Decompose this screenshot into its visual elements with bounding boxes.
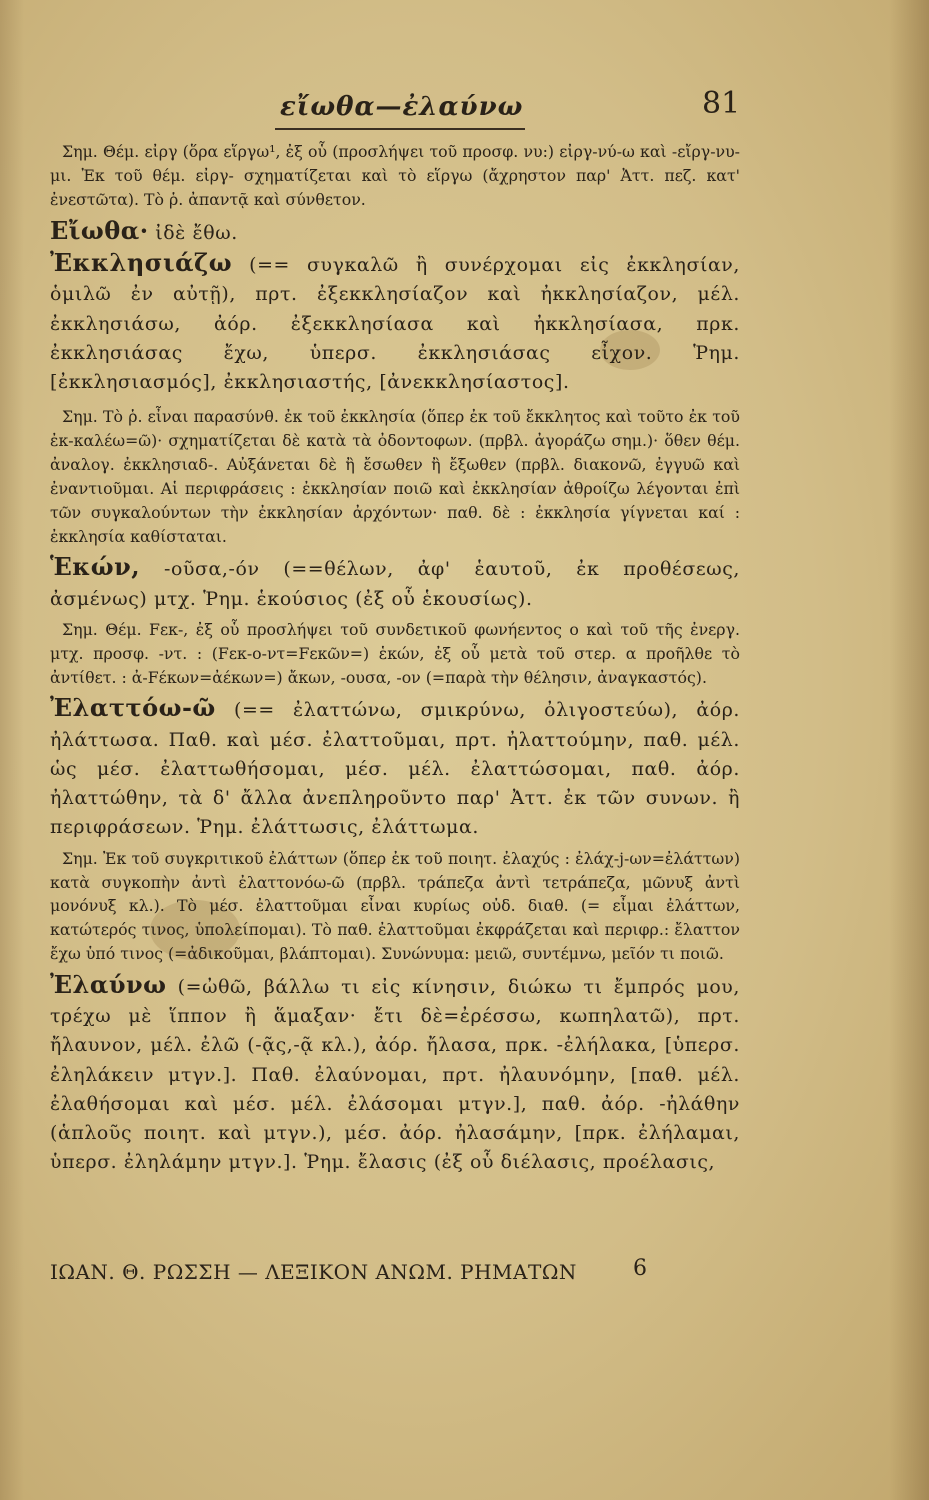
entry-lemma: Ἐλαύνω bbox=[50, 969, 167, 999]
dictionary-entry bbox=[50, 248, 740, 397]
note-text: Σημ. Τὸ ῥ. εἶναι παρασύνθ. ἐκ τοῦ ἐκκλησία (ὅπερ ἐκ τοῦ ἔκκλητος καὶ τοῦτο ἐκ τοῦ ἐκ-καλέω=ῶ)· σχηματίζεται δὲ κατὰ τὰ ὀδοντοφων. (πρβλ. ἀγοράζω σημ.)· ὅθεν θέμ. ἀναλογ. ἐκκλησιαδ-. Αὐξάνεται δὲ ἢ ἔσωθεν ἢ ἔξωθεν (πρβλ. διακονῶ, ἐγγυῶ καὶ ἐναντιοῦμαι. Αἱ περιφράσεις : ἐκκλησίαν ποιῶ καὶ ἐκκλησίαν ἀθροίζω λέγονται ἐπὶ τῶν συγκαλούντων τὴν ἐκκλησίαν ἀρχόντων· παθ. δὲ : ἐκκλησία γίγνεται καί : ἐκκλησία καθίσταται. bbox=[50, 407, 740, 546]
dictionary-entry bbox=[50, 693, 740, 842]
note-text: Σημ. Ἐκ τοῦ συγκριτικοῦ ἐλάττων (ὅπερ ἐκ τοῦ ποιητ. ἐλαχύς : ἐλάχ-j-ων=ἐλάττων) κατὰ συγκοπὴν ἀντὶ ἐλαττονόω-ῶ (πρβλ. τράπεζα ἀντὶ τετράπεζα, μῶνυξ ἀντὶ μονόνυξ κλ.). Τὸ μέσ. ἐλαττοῦμαι εἶναι κυρίως οὐδ. διαθ. (= εἶμαι ἐλάττων, κατώτερός τινος, ὑπολείπομαι). Τὸ παθ. ἐλαττοῦμαι ἐκφράζεται καὶ περιφρ.: ἔλαττον ἔχω ὑπό τινος (=ἀδικοῦμαι, βλάπτομαι). Συνώνυμα: μειῶ, συντέμνω, μεῖόν τι ποιῶ. bbox=[50, 848, 740, 964]
running-head-title: εἴωθα—ἐλαύνω bbox=[280, 92, 524, 122]
entry-text: (=ὠθῶ, βάλλω τι εἰς κίνησιν, διώκω τι ἔμπρός μου, τρέχω μὲ ἵππον ἢ ἅμαξαν· ἔτι δὲ=ἐρέσσω, κωπηλατῶ), πρτ. ἤλαυνον, μέλ. ἐλῶ (-ᾷς,-ᾷ κλ.), ἀόρ. ἤλασα, πρκ. -ἐλήλακα, [ὑπερσ. ἐληλάκειν μτγν.]. Παθ. ἐλαύνομαι, πρτ. ἠλαυνόμην, [παθ. μέλ. ἐλαθήσομαι καὶ μέσ. μέλ. ἐλάσομαι μτγν.], παθ. ἀόρ. -ἠλάθην (ἁπλοῦς ποιητ. καὶ μτγν.), μέσ. ἀόρ. ἠλασάμην, [πρκ. ἐλήλαμαι, ὑπερσ. ἐληλάμην μτγν.]. Ῥημ. ἔλασις (ἐξ οὗ διέλασις, προέλασις, bbox=[50, 975, 740, 1174]
dictionary-entry bbox=[50, 970, 740, 1178]
entry-lemma: Ἐκκλησιάζω bbox=[50, 248, 233, 278]
note-paragraph bbox=[50, 405, 740, 548]
dictionary-entry bbox=[50, 552, 740, 614]
note-paragraph bbox=[50, 618, 740, 690]
note-paragraph bbox=[50, 140, 740, 212]
signature-mark: 6 bbox=[633, 1256, 648, 1281]
entry-text: -οῦσα,-όν (==θέλων, ἀφ' ἑαυτοῦ, ἐκ προθέσεως, ἀσμένως) μτχ. Ῥημ. ἑκούσιος (ἐξ οὗ ἑκουσίως). bbox=[50, 558, 740, 610]
entry-text: (== ἐλαττώνω, σμικρύνω, ὀλιγοστεύω), ἀόρ. ἠλάττωσα. Παθ. καὶ μέσ. ἐλαττοῦμαι, πρτ. ἠλαττούμην, παθ. μέλ. ὡς μέσ. ἐλαττωθήσομαι, μέσ. μέλ. ἐλαττώσομαι, παθ. ἀόρ. ἠλαττώθην, τὰ δ' ἄλλα ἀνεπληροῦντο παρ' Ἀττ. ἐκ τῶν συνων. ἢ περιφράσεων. Ῥημ. ἐλάττωσις, ἐλάττωμα. bbox=[50, 699, 740, 839]
note-paragraph bbox=[50, 847, 740, 966]
note-text: Σημ. Θέμ. εἰργ (ὅρα εἵργω¹, ἐξ οὗ (προσλήψει τοῦ προσφ. νυ:) εἰργ-νύ-ω καὶ -εἴργ-νυ-μι. Ἐκ τοῦ θέμ. εἰργ- σχηματίζεται καὶ τὸ εἵργω (ἄχρηστον παρ' Ἀττ. πεζ. κατ' ἐνεστῶτα). Τὸ ῥ. ἀπαντᾷ καὶ σύνθετον. bbox=[50, 142, 740, 209]
dictionary-entry bbox=[50, 216, 740, 249]
entry-text: (== συγκαλῶ ἢ συνέρχομαι εἰς ἐκκλησίαν, ὁμιλῶ ἐν αὐτῇ), πρτ. ἐξεκκλησίαζον καὶ ἠκκλησίαζον, μέλ. ἐκκλησιάσω, ἀόρ. ἐξεκκλησίασα καὶ ἠκκλησίασα, πρκ. ἐκκλησιάσας ἔχω, ὑπερσ. ἐκκλησιάσας εἶχον. Ῥημ. [ἐκκλησιασμός], ἐκκλησιαστής, [ἀνεκκλησίαστος]. bbox=[50, 254, 740, 394]
page-shadow-right bbox=[889, 0, 929, 1500]
entry-lemma: Εἴωθα· bbox=[50, 215, 149, 245]
running-head bbox=[0, 86, 860, 128]
page-shadow-left bbox=[0, 0, 24, 1500]
page-number: 81 bbox=[702, 86, 741, 121]
note-text: Σημ. Θέμ. Fεκ-, ἐξ οὗ προσλήψει τοῦ συνδετικοῦ φωνήεντος ο καὶ τοῦ τῆς ἐνεργ. μτχ. προσφ. -ντ. : (Fεκ-ο-ντ=Fεκῶν=) ἑκών, ἐξ οὗ μετὰ τοῦ στερ. α προῆλθε τὸ ἀντίθετ. : ἀ-Fέκων=ἀέκων=) ἄκων, -ουσα, -ον (=παρὰ τὴν θέλησιν, ἀναγκαστός). bbox=[50, 619, 740, 687]
entry-lemma: Ἐλαττόω-ῶ bbox=[50, 693, 216, 723]
page-body bbox=[50, 140, 740, 1178]
footer-title: ΙΩΑΝ. Θ. ΡΩΣΣΗ — ΛΕΞΙΚΟΝ ΑΝΩΜ. ΡΗΜΑΤΩΝ bbox=[50, 1260, 577, 1284]
entry-text: ἰδὲ ἔθω. bbox=[148, 221, 238, 244]
header-rule bbox=[275, 128, 525, 130]
entry-lemma: Ἑκών, bbox=[50, 552, 141, 582]
